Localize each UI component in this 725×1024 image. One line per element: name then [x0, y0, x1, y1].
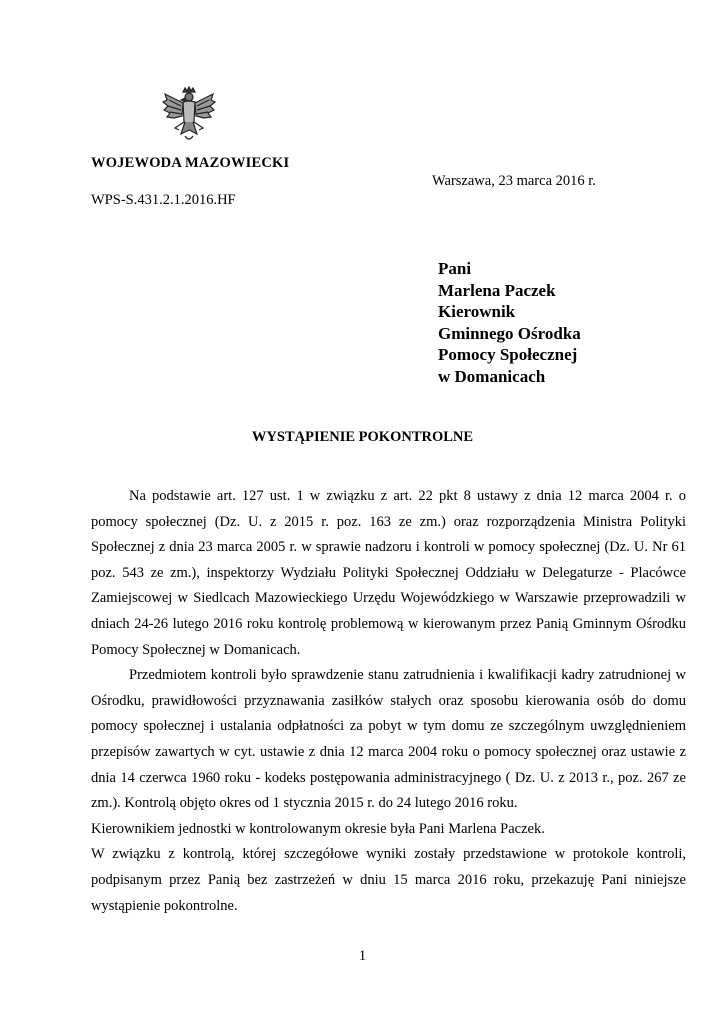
page-number: 1 [358, 948, 367, 964]
recipient-line: Gminnego Ośrodka [438, 323, 581, 343]
body-paragraph: Przedmiotem kontroli było sprawdzenie stanu zatrudnienia i kwalifikacji kadry zatrudnionej w Ośrodku, prawidłowości przyznawania zasiłków stałych oraz sposobu kierowania osób do domu pomocy społecznej i ustalania odpłatności za pobyt w tym domu ze szczególnym uwzględnieniem przepisów zawartych w cyt. ustawie z dnia 12 marca 2004 roku o pomocy społecznej oraz ustawie z dnia 14 czerwca 1960 roku - kodeks postępowania administracyjnego ( Dz. U. z 2013 r., poz. 267 ze zm.). Kontrolą objęto okres od 1 stycznia 2015 r. do 24 lutego 2016 roku. [91, 667, 686, 812]
reference-number: WPS-S.431.2.1.2016.HF [91, 192, 236, 208]
document-heading: WYSTĄPIENIE POKONTROLNE [251, 429, 474, 445]
recipient-line: Kierownik [438, 302, 516, 321]
recipient-line: w Domanicach [438, 366, 546, 386]
body-paragraph: Kierownikiem jednostki w kontrolowanym okresie była Pani Marlena Paczek. [91, 820, 545, 837]
issuer-name: WOJEWODA MAZOWIECKI [91, 155, 290, 171]
recipient-line: Marlena Paczek [438, 280, 556, 300]
place-and-date: Warszawa, 23 marca 2016 r. [432, 173, 596, 189]
polish-eagle-emblem-icon [161, 86, 217, 146]
recipient-address [438, 258, 581, 387]
body-paragraph: Na podstawie art. 127 ust. 1 w związku z art. 22 pkt 8 ustawy z dnia 12 marca 2004 r. o pomocy społecznej (Dz. U. z 2015 r. poz. 163 ze zm.) oraz rozporządzenia Ministra Polityki Społecznej z dnia 23 marca 2005 r. w sprawie nadzoru i kontroli w pomocy społecznej (Dz. U. Nr 61 poz. 543 ze zm.), inspektorzy Wydziału Polityki Społecznej Oddziału w Delegaturze - Placówce Zamiejscowej w Siedlcach Mazowieckiego Urzędu Wojewódzkiego w Warszawie przeprowadzili w dniach 24-26 lutego 2016 roku kontrolę problemową w kierowanym przez Panią Gminnym Ośrodku Pomocy Społecznej w Domanicach. [91, 488, 686, 658]
recipient-line: Pomocy Społecznej [438, 345, 578, 364]
body-paragraph: W związku z kontrolą, której szczegółowe wyniki zostały przedstawione w protokole kontroli, podpisanym przez Panią bez zastrzeżeń w dniu 15 marca 2016 roku, przekazuję Pani niniejsze wystąpienie pokontrolne. [91, 846, 686, 914]
recipient-line: Pani [438, 259, 472, 278]
letter-body [91, 484, 686, 919]
